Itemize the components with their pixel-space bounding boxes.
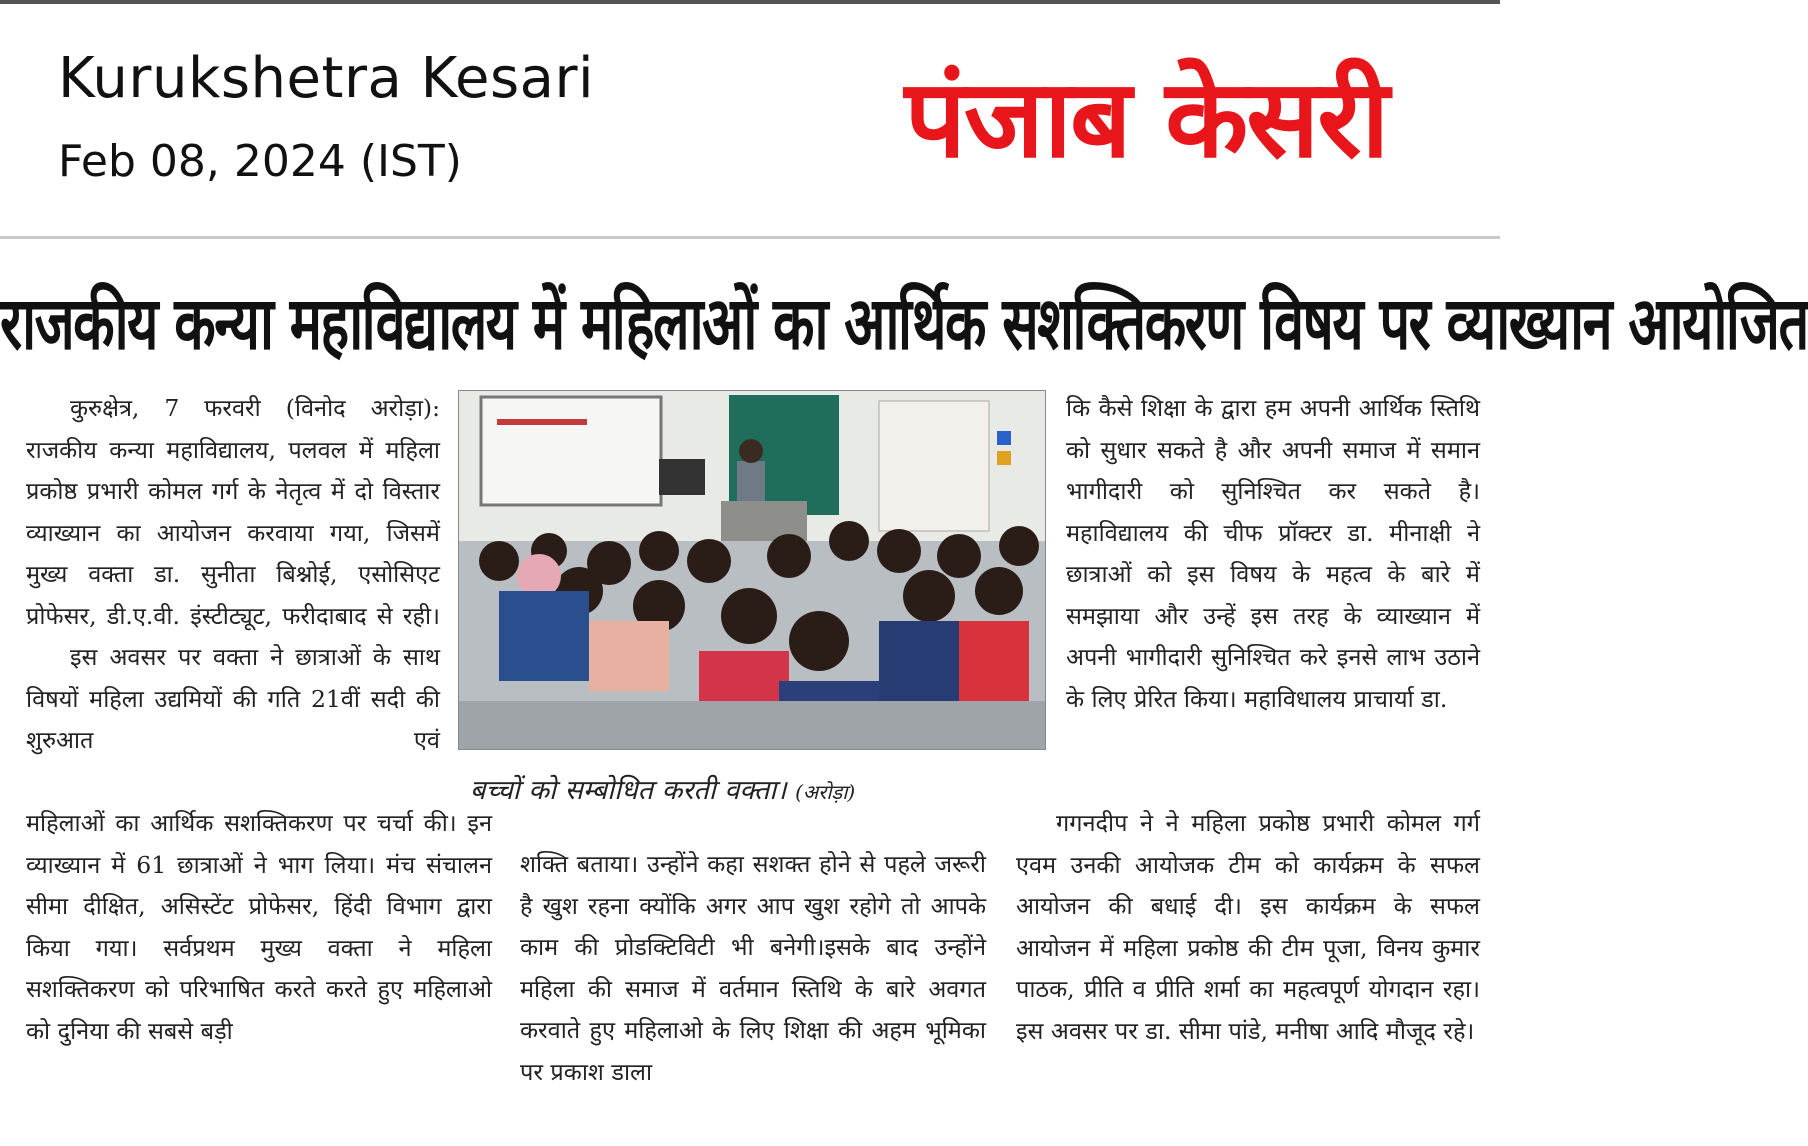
article-column-3-bottom bbox=[1016, 803, 1480, 1052]
paragraph-col3-top: कि कैसे शिक्षा के द्वारा हम अपनी आर्थिक स्तिथि को सुधार सकते है और अपनी समाज में समान भागीदारी को सुनिश्चित कर सकते है।महाविद्यालय की चीफ प्रॉक्टर डा. मीनाक्षी ने छात्राओं को इस विषय के महत्व के बारे में समझाया और उन्हें इस तरह के व्याख्यान में अपनी भागीदारी सुनिश्चित करे इनसे लाभ उठाने के लिए प्रेरित किया। महाविधालय प्राचार्या डा. bbox=[1066, 394, 1480, 713]
photo-caption bbox=[470, 770, 990, 807]
photo-credit: (अरोड़ा) bbox=[795, 780, 856, 804]
paragraph-col3-bottom: गगनदीप ने ने महिला प्रकोष्ठ प्रभारी कोमल गर्ग एवम उनकी आयोजक टीम को कार्यक्रम के सफल आयोजन की बधाई दी। इस कार्यक्रम के सफल आयोजन में महिला प्रकोष्ठ की टीम पूजा, विनय कुमार पाठक, प्रीति व प्रीति शर्मा का महत्वपूर्ण योगदान रहा। इस अवसर पर डा. सीमा पांडे, मनीषा आदि मौजूद रहे। bbox=[1016, 809, 1480, 1045]
paragraph-intro: कुरुक्षेत्र, 7 फरवरी (विनोद अरोड़ा): राजकीय कन्या महाविद्यालय, पलवल में महिला प्रकोष्ठ प्रभारी कोमल गर्ग के नेतृत्व में दो विस्तार व्याख्यान का आयोजन करवाया गया, जिसमें मुख्य वक्ता डा. सुनीता बिश्नोई, एसोसिएट प्रोफेसर, डी.ए.वी. इंस्टीट्यूट, फरीदाबाद से रही। bbox=[26, 394, 440, 630]
paragraph-col1-bottom: महिलाओं का आर्थिक सशक्तिकरण पर चर्चा की। इन व्याख्यान में 61 छात्राओं ने भाग लिया। मंच संचालन सीमा दीक्षित, असिस्टेंट प्रोफेसर, हिंदी विभाग द्वारा किया गया। सर्वप्रथम मुख्य वक्ता ने महिला सशक्तिकरण को परिभाषित करते करते हुए महिलाओ को दुनिया की सबसे बड़ी bbox=[26, 809, 492, 1045]
publication-name: Kurukshetra Kesari bbox=[58, 46, 595, 111]
paragraph-col2: शक्ति बताया। उन्होंने कहा सशक्त होने से पहले जरूरी है खुश रहना क्योंकि अगर आप खुश रहोगे तो आपके काम की प्रोडक्टिविटी भी बनेगी।इसके बाद उन्होंने महिला की समाज में वर्तमान स्तिथि के बारे अवगत करवाते हुए महिलाओ के लिए शिक्षा की अहम भूमिका पर प्रकाश डाला bbox=[520, 850, 986, 1086]
article-photo bbox=[458, 390, 1046, 750]
photo-caption-text: बच्चों को सम्बोधित करती वक्ता। bbox=[470, 775, 787, 806]
article-headline: राजकीय कन्या महाविद्यालय में महिलाओं का आर्थिक सशक्तिकरण विषय पर व्याख्यान आयोजित bbox=[0, 280, 1808, 366]
header-divider bbox=[0, 236, 1500, 239]
article-column-1-top bbox=[26, 388, 440, 762]
paragraph-occasion: इस अवसर पर वक्ता ने छात्राओं के साथ विषयों महिला उद्यमियों की गति 21वीं सदी की शुरुआत एवं bbox=[26, 643, 440, 754]
article-column-1-bottom bbox=[26, 803, 492, 1052]
newspaper-logo: पंजाब केसरी bbox=[904, 57, 1388, 182]
top-border bbox=[0, 0, 1500, 4]
article-column-2 bbox=[520, 844, 986, 1093]
publication-date: Feb 08, 2024 (IST) bbox=[58, 136, 462, 187]
article-column-3-top bbox=[1066, 388, 1480, 720]
